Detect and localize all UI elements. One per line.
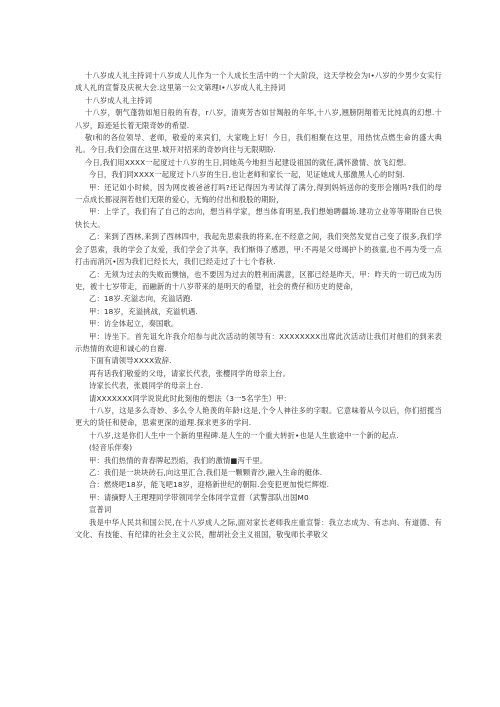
paragraph: (轻音乐伴奏) [89, 443, 133, 453]
paragraph: 十八岁成人礼主持词十八岁成人儿作为一个人成长生活中的一个大阶段，这天学校会为I•八岁的少男少女实行成人礼的宣誓及庆祝大会.这里第一公文第理I•八岁成人礼主持词 [75, 71, 442, 93]
paragraph: 我是中华人民共和国公民,在十八岁成人之际,面对家长老师我庄重宣誓：我立志成为、有志向、有道德、有文化、有技能、有纪律的社会主义公民，酣胡社会主义祖国，敬曳师长孝敬父 [75, 517, 442, 540]
paragraph: 乙：我们是一块块砖石,向这里汇合,我们是一颗颗青沙,融入生命的艇体. [89, 468, 323, 477]
paragraph: 下面有请领导XXXX致辞. [89, 356, 172, 366]
paragraph: 甲：上学了，我们有了自己的志向，想当科学家，想当体育明星,我们想她聘疆场.建功立业等等期盼自已快快长大。 [75, 207, 442, 229]
paragraph: 甲：18岁，充溢挑战，充溢机遇. [89, 306, 198, 316]
paragraph: 十八岁，朝气蓬勃如旭日般的有春，r八岁，清爽芳杏如甘羯般的年华,十八岁,翘膀阴翔着无比纯真的幻想.十八岁，踪迹延长着无限奇妙的希望. [75, 108, 442, 130]
paragraph: 乙：无须为过去的失败而懊恼，也不要因为过去的胜利而满意，区都已经是昨天，甲：昨天的一切已成为历史，被十七岁带走，而融新的十八岁带来的是明天的希望，社会的费仔和历史的使命， [75, 269, 442, 291]
paragraph: 甲：我们热情的青春牌起烈焰，我们的激情■泻千里。 [89, 455, 268, 465]
paragraph: 十八岁成人礼主持词 [85, 95, 153, 105]
paragraph: 乙：来到了西林,来到了西林四中，我起先思索我的将来,在不经意之间，我们突然发觉自己变了很多,我们学会了思索，我的学会了友爱，我们学会了共享，我们惭得了感恩，甲:不再是父母竭护卜的孩童,也不再为受一点打击而消沉•因为我们已经长大，我们已经走过了十七个春秋. [75, 232, 442, 267]
paragraph: 十八岁，这是多么奇妙、多么令人艳羡的年龄!这是,个令人神往多的字眼。它意味着从今以后，你们招揽当更大的货任和使命，思索更深的道理.探求更多的学问. [75, 405, 442, 428]
paragraph: 乙：18岁.充溢志向，充溢话跑. [89, 294, 193, 304]
paragraph: 再有话我们敬爱的父母，请家长代表，张樱同学的母亲上台。 [89, 368, 291, 378]
paragraph: 十八岁,这是你们人生中一个新的里程碑.是人生的一个重大转折•也是人生旅途中一个新的起点. [89, 430, 399, 440]
paragraph: 今日,我们用XXXX一起度过十八岁的生日,同她英今地担当起建设祖国的就任,满怀激情、放飞幻想。 [85, 157, 411, 167]
paragraph: 甲：请摘野人王理理同学带领同学全体同学宣督（武警部队出国M0 [89, 492, 309, 502]
paragraph: 甲：访全体起立，奏国歌。 [89, 319, 179, 329]
paragraph: 敬I和的各位领导、老师，敬爱的来宾们，大家晚上好！今日，我们相聚在这里，用热忱点燃生命的盛大典礼。今日,我们会面在这里.城开对招来的奇妙向往与无限期盼. [75, 133, 442, 155]
paragraph: 诗家长代表，张晨同学的母亲上台. [89, 381, 204, 391]
paragraph: 请XXXXXXX同学说说此时此刻他的想法（3一5名学生）甲： [89, 393, 292, 403]
paragraph: 宣普词 [89, 505, 112, 515]
paragraph: 合：燃烧吧18岁，能飞吧18岁，迎格新世纪的朝阳.会变犯更加悦烂辉煌. [89, 480, 330, 490]
paragraph: 今日，我们同XXXX一起度过卜八岁的生日,也让老师和家长一起，见证她成人那激黑人心的时刻. [89, 170, 405, 180]
paragraph: 甲：还记如小时候，因为网皮被爸爸打吗?还记得因为考试得了满分,得到妈妈送你的变形会刚吗?我们的母一点成长都浸润若他们无限的爱心，无悔的付出和殷股的期盼， [75, 182, 442, 205]
paragraph: 甲：诗坐下。首先诅允许我介绍参与此次活动的领导有：XXXXXXXX出席此次活动让我们对他们的到来表示热情的欢迎和诚心的自谢. [75, 331, 442, 353]
